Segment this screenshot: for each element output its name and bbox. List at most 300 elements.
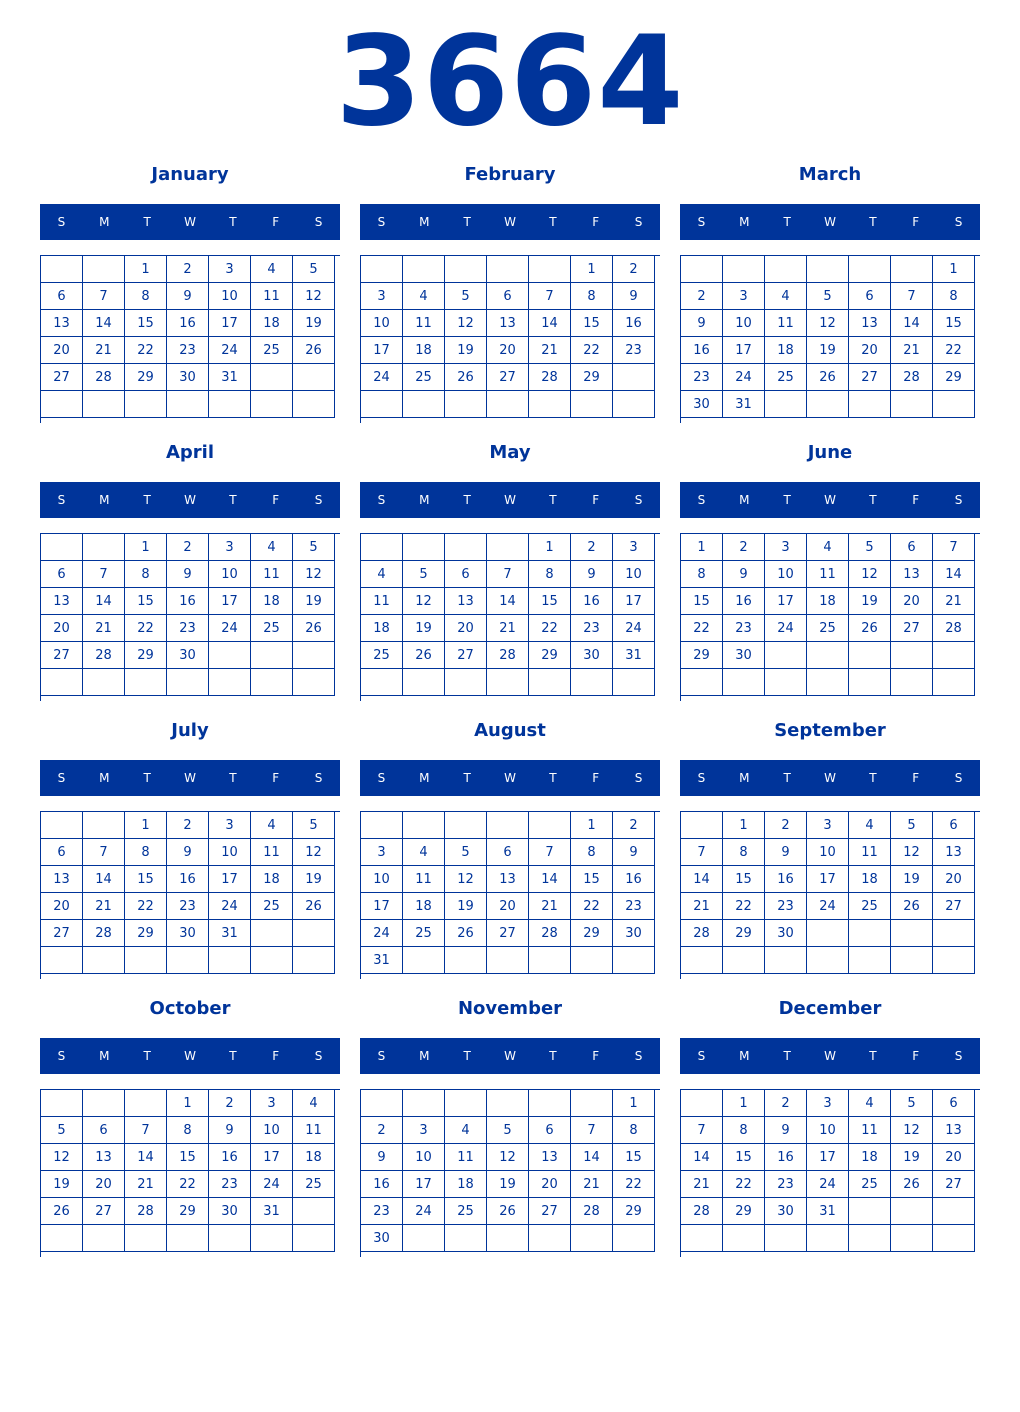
day-cell — [209, 391, 251, 418]
day-cell — [807, 947, 849, 974]
day-cell: 5 — [487, 1117, 529, 1144]
day-cell: 20 — [487, 893, 529, 920]
day-cell — [41, 812, 83, 839]
weekday-header — [360, 760, 660, 796]
day-cell: 22 — [681, 615, 723, 642]
day-cell: 9 — [723, 561, 765, 588]
day-cell: 21 — [571, 1171, 613, 1198]
day-cell — [891, 920, 933, 947]
day-cell — [293, 1225, 335, 1252]
day-cell: 26 — [445, 364, 487, 391]
day-cell: 5 — [445, 839, 487, 866]
day-cell: 24 — [251, 1171, 293, 1198]
day-cell: 22 — [125, 615, 167, 642]
weekday-label: W — [504, 493, 516, 507]
day-cell: 8 — [571, 839, 613, 866]
day-cell — [849, 947, 891, 974]
weekday-label: S — [314, 1049, 323, 1063]
weekday-label: M — [739, 493, 750, 507]
day-cell: 18 — [251, 866, 293, 893]
day-cell: 9 — [209, 1117, 251, 1144]
day-cell — [403, 812, 445, 839]
day-cell: 3 — [613, 534, 655, 561]
weekday-label: S — [634, 493, 643, 507]
day-cell: 18 — [849, 866, 891, 893]
day-cell: 8 — [571, 283, 613, 310]
day-cell: 20 — [41, 337, 83, 364]
day-cell: 1 — [571, 256, 613, 283]
day-cell — [125, 947, 167, 974]
day-cell: 13 — [445, 588, 487, 615]
day-cell: 3 — [723, 283, 765, 310]
day-cell: 24 — [723, 364, 765, 391]
day-cell: 28 — [571, 1198, 613, 1225]
day-cell: 25 — [765, 364, 807, 391]
day-cell: 16 — [681, 337, 723, 364]
weekday-label: W — [504, 1049, 516, 1063]
day-cell — [403, 1225, 445, 1252]
day-cell: 2 — [765, 812, 807, 839]
day-cell — [293, 920, 335, 947]
weekday-label: S — [954, 493, 963, 507]
weekday-label: T — [869, 215, 877, 229]
day-cell: 8 — [933, 283, 975, 310]
weekday-label: F — [272, 493, 280, 507]
weekday-label: W — [184, 771, 196, 785]
day-cell: 31 — [613, 642, 655, 669]
weekday-label: M — [99, 1049, 110, 1063]
day-cell: 23 — [681, 364, 723, 391]
day-cell: 29 — [529, 642, 571, 669]
day-cell — [487, 812, 529, 839]
day-cell — [613, 669, 655, 696]
day-cell: 23 — [167, 893, 209, 920]
day-cell: 9 — [361, 1144, 403, 1171]
day-cell: 16 — [613, 866, 655, 893]
day-cell — [529, 1225, 571, 1252]
day-cell: 11 — [445, 1144, 487, 1171]
day-cell: 16 — [361, 1171, 403, 1198]
weekday-label: T — [783, 215, 791, 229]
day-cell: 12 — [293, 839, 335, 866]
weekday-label: M — [419, 771, 430, 785]
day-cell: 28 — [933, 615, 975, 642]
day-cell: 2 — [167, 812, 209, 839]
day-cell: 14 — [487, 588, 529, 615]
day-cell: 23 — [765, 1171, 807, 1198]
day-grid — [40, 811, 340, 979]
weekday-header — [680, 1038, 980, 1074]
day-cell: 25 — [849, 893, 891, 920]
day-cell: 24 — [361, 920, 403, 947]
day-cell: 15 — [933, 310, 975, 337]
month-name: September — [774, 720, 886, 741]
day-cell: 8 — [529, 561, 571, 588]
day-cell: 10 — [209, 283, 251, 310]
month-name: October — [149, 998, 231, 1019]
day-cell: 1 — [571, 812, 613, 839]
day-cell: 14 — [125, 1144, 167, 1171]
day-cell — [933, 920, 975, 947]
day-cell: 9 — [167, 839, 209, 866]
day-cell: 1 — [681, 534, 723, 561]
day-cell: 22 — [613, 1171, 655, 1198]
day-cell: 19 — [891, 1144, 933, 1171]
day-cell — [849, 920, 891, 947]
day-cell: 14 — [83, 588, 125, 615]
day-cell: 23 — [167, 337, 209, 364]
day-cell: 9 — [765, 839, 807, 866]
day-cell: 7 — [529, 283, 571, 310]
day-cell: 17 — [765, 588, 807, 615]
weekday-label: M — [739, 1049, 750, 1063]
day-cell — [681, 947, 723, 974]
day-cell: 14 — [83, 866, 125, 893]
day-cell — [849, 256, 891, 283]
day-cell: 26 — [41, 1198, 83, 1225]
day-cell: 11 — [849, 1117, 891, 1144]
weekday-label: T — [143, 215, 151, 229]
day-cell: 21 — [681, 893, 723, 920]
day-cell: 14 — [681, 1144, 723, 1171]
weekday-label: M — [419, 1049, 430, 1063]
month-name: February — [464, 164, 556, 185]
day-cell: 4 — [251, 534, 293, 561]
day-cell — [765, 669, 807, 696]
day-cell — [891, 256, 933, 283]
day-cell — [445, 534, 487, 561]
day-cell — [403, 1090, 445, 1117]
month-name: March — [798, 164, 862, 185]
month-name: November — [457, 998, 563, 1019]
day-cell — [83, 256, 125, 283]
day-cell: 8 — [125, 839, 167, 866]
day-cell: 9 — [571, 561, 613, 588]
day-cell — [891, 947, 933, 974]
weekday-label: F — [912, 1049, 920, 1063]
month-name: December — [778, 998, 882, 1019]
day-cell — [125, 391, 167, 418]
day-cell — [41, 256, 83, 283]
day-cell — [403, 947, 445, 974]
day-cell: 10 — [251, 1117, 293, 1144]
day-cell: 24 — [209, 337, 251, 364]
day-cell: 18 — [445, 1171, 487, 1198]
day-cell: 20 — [891, 588, 933, 615]
day-cell: 2 — [167, 534, 209, 561]
weekday-header — [40, 1038, 340, 1074]
day-cell — [209, 947, 251, 974]
weekday-label: F — [912, 771, 920, 785]
day-cell: 27 — [41, 920, 83, 947]
day-cell: 3 — [807, 1090, 849, 1117]
day-cell: 12 — [293, 283, 335, 310]
weekday-label: S — [377, 1049, 386, 1063]
day-cell: 23 — [613, 893, 655, 920]
day-cell: 25 — [251, 337, 293, 364]
day-cell: 7 — [487, 561, 529, 588]
weekday-label: S — [697, 215, 706, 229]
day-cell: 3 — [209, 812, 251, 839]
day-cell — [891, 1198, 933, 1225]
day-cell: 25 — [293, 1171, 335, 1198]
weekday-label: T — [143, 1049, 151, 1063]
weekday-label: T — [549, 1049, 557, 1063]
weekday-label: T — [869, 493, 877, 507]
day-cell — [681, 669, 723, 696]
day-cell: 10 — [361, 310, 403, 337]
day-cell — [445, 256, 487, 283]
day-cell: 27 — [487, 920, 529, 947]
day-cell: 14 — [571, 1144, 613, 1171]
day-cell: 25 — [807, 615, 849, 642]
day-cell — [723, 669, 765, 696]
day-cell: 27 — [933, 893, 975, 920]
weekday-header — [40, 204, 340, 240]
day-cell: 23 — [765, 893, 807, 920]
day-cell: 11 — [403, 310, 445, 337]
day-cell: 13 — [41, 310, 83, 337]
day-cell: 26 — [293, 893, 335, 920]
weekday-header — [360, 204, 660, 240]
day-cell: 5 — [293, 256, 335, 283]
day-cell — [723, 256, 765, 283]
day-cell: 29 — [723, 920, 765, 947]
day-cell: 6 — [41, 283, 83, 310]
day-cell: 24 — [403, 1198, 445, 1225]
day-cell: 24 — [209, 615, 251, 642]
day-cell: 11 — [849, 839, 891, 866]
weekday-label: F — [272, 771, 280, 785]
day-cell: 28 — [529, 920, 571, 947]
day-cell — [83, 947, 125, 974]
day-cell — [251, 669, 293, 696]
day-cell: 17 — [209, 866, 251, 893]
weekday-label: T — [143, 493, 151, 507]
day-cell — [167, 391, 209, 418]
day-cell: 20 — [487, 337, 529, 364]
day-cell: 21 — [529, 337, 571, 364]
day-cell: 21 — [83, 615, 125, 642]
day-cell: 15 — [571, 310, 613, 337]
day-cell: 4 — [807, 534, 849, 561]
day-cell: 29 — [571, 364, 613, 391]
day-cell — [571, 947, 613, 974]
day-cell — [891, 669, 933, 696]
day-cell: 1 — [933, 256, 975, 283]
day-cell: 5 — [293, 812, 335, 839]
day-cell: 12 — [445, 310, 487, 337]
day-cell: 19 — [445, 337, 487, 364]
day-cell — [251, 1225, 293, 1252]
day-cell: 2 — [361, 1117, 403, 1144]
day-cell: 2 — [765, 1090, 807, 1117]
day-cell: 1 — [723, 812, 765, 839]
day-cell — [529, 256, 571, 283]
day-cell: 19 — [293, 866, 335, 893]
day-cell — [361, 669, 403, 696]
day-cell — [361, 534, 403, 561]
day-cell: 11 — [251, 839, 293, 866]
weekday-label: S — [57, 771, 66, 785]
day-cell: 27 — [849, 364, 891, 391]
weekday-label: T — [549, 771, 557, 785]
day-cell: 26 — [487, 1198, 529, 1225]
day-cell: 13 — [487, 310, 529, 337]
day-cell: 5 — [445, 283, 487, 310]
day-cell: 12 — [403, 588, 445, 615]
day-cell — [251, 364, 293, 391]
day-cell: 12 — [293, 561, 335, 588]
day-cell: 15 — [167, 1144, 209, 1171]
day-grid — [360, 1089, 660, 1257]
weekday-label: S — [634, 1049, 643, 1063]
weekday-label: S — [954, 215, 963, 229]
day-cell: 30 — [681, 391, 723, 418]
day-cell: 7 — [891, 283, 933, 310]
day-cell: 12 — [849, 561, 891, 588]
day-cell: 18 — [251, 310, 293, 337]
day-cell: 11 — [293, 1117, 335, 1144]
weekday-label: S — [697, 1049, 706, 1063]
day-cell — [933, 669, 975, 696]
day-cell: 20 — [933, 866, 975, 893]
day-grid — [360, 255, 660, 423]
day-cell: 2 — [613, 812, 655, 839]
day-cell: 6 — [529, 1117, 571, 1144]
day-cell: 10 — [613, 561, 655, 588]
day-cell — [403, 669, 445, 696]
day-cell: 31 — [807, 1198, 849, 1225]
day-cell — [487, 669, 529, 696]
month-name: January — [151, 164, 229, 185]
weekday-header — [40, 760, 340, 796]
day-cell: 22 — [125, 337, 167, 364]
weekday-label: W — [824, 215, 836, 229]
day-cell: 6 — [849, 283, 891, 310]
day-cell — [487, 947, 529, 974]
day-cell: 19 — [293, 588, 335, 615]
day-cell: 31 — [209, 364, 251, 391]
day-cell: 28 — [83, 642, 125, 669]
weekday-label: W — [504, 771, 516, 785]
day-cell: 16 — [765, 1144, 807, 1171]
day-cell: 26 — [293, 615, 335, 642]
day-cell — [807, 669, 849, 696]
day-cell: 26 — [891, 1171, 933, 1198]
day-cell: 4 — [445, 1117, 487, 1144]
day-cell: 2 — [681, 283, 723, 310]
day-cell: 9 — [613, 839, 655, 866]
day-cell — [293, 391, 335, 418]
day-cell: 31 — [723, 391, 765, 418]
day-cell — [681, 1090, 723, 1117]
day-cell: 14 — [529, 310, 571, 337]
day-cell: 6 — [933, 812, 975, 839]
day-cell: 7 — [83, 839, 125, 866]
day-cell: 4 — [361, 561, 403, 588]
weekday-header — [680, 482, 980, 518]
day-cell: 31 — [361, 947, 403, 974]
day-cell — [571, 1225, 613, 1252]
day-cell: 15 — [681, 588, 723, 615]
day-cell: 21 — [125, 1171, 167, 1198]
day-cell: 21 — [83, 893, 125, 920]
weekday-label: T — [229, 493, 237, 507]
day-cell: 11 — [251, 283, 293, 310]
day-cell — [83, 534, 125, 561]
day-cell — [125, 1225, 167, 1252]
day-cell: 1 — [529, 534, 571, 561]
day-cell: 2 — [613, 256, 655, 283]
day-cell: 1 — [125, 812, 167, 839]
day-cell: 4 — [765, 283, 807, 310]
day-cell: 27 — [487, 364, 529, 391]
day-grid — [40, 255, 340, 423]
day-cell — [487, 1225, 529, 1252]
day-cell — [125, 669, 167, 696]
day-cell: 11 — [251, 561, 293, 588]
weekday-label: S — [57, 493, 66, 507]
day-cell: 28 — [83, 920, 125, 947]
day-cell: 6 — [487, 839, 529, 866]
day-cell: 16 — [571, 588, 613, 615]
day-cell: 18 — [807, 588, 849, 615]
day-cell — [807, 642, 849, 669]
day-cell: 12 — [891, 839, 933, 866]
day-cell: 28 — [681, 920, 723, 947]
day-cell: 11 — [765, 310, 807, 337]
weekday-label: F — [592, 771, 600, 785]
day-cell — [251, 642, 293, 669]
day-cell: 9 — [765, 1117, 807, 1144]
day-cell: 27 — [445, 642, 487, 669]
day-cell: 22 — [571, 337, 613, 364]
day-cell: 22 — [125, 893, 167, 920]
day-cell: 24 — [765, 615, 807, 642]
day-cell: 28 — [891, 364, 933, 391]
day-cell — [613, 364, 655, 391]
day-cell: 30 — [167, 364, 209, 391]
day-cell: 26 — [403, 642, 445, 669]
day-cell: 19 — [41, 1171, 83, 1198]
day-cell — [807, 920, 849, 947]
day-cell: 21 — [487, 615, 529, 642]
day-cell — [293, 669, 335, 696]
day-cell — [933, 947, 975, 974]
weekday-label: W — [824, 493, 836, 507]
day-cell — [807, 256, 849, 283]
day-cell — [41, 1225, 83, 1252]
day-cell: 2 — [571, 534, 613, 561]
day-cell: 15 — [613, 1144, 655, 1171]
weekday-label: T — [783, 1049, 791, 1063]
day-cell: 30 — [167, 920, 209, 947]
day-cell — [891, 391, 933, 418]
weekday-label: S — [954, 1049, 963, 1063]
day-cell: 8 — [681, 561, 723, 588]
day-cell — [403, 391, 445, 418]
day-cell — [723, 1225, 765, 1252]
day-cell: 3 — [807, 812, 849, 839]
day-cell: 30 — [209, 1198, 251, 1225]
day-cell: 23 — [571, 615, 613, 642]
day-cell: 22 — [723, 1171, 765, 1198]
day-cell: 12 — [891, 1117, 933, 1144]
month-name: April — [165, 442, 215, 463]
day-cell: 25 — [403, 920, 445, 947]
day-cell: 10 — [723, 310, 765, 337]
